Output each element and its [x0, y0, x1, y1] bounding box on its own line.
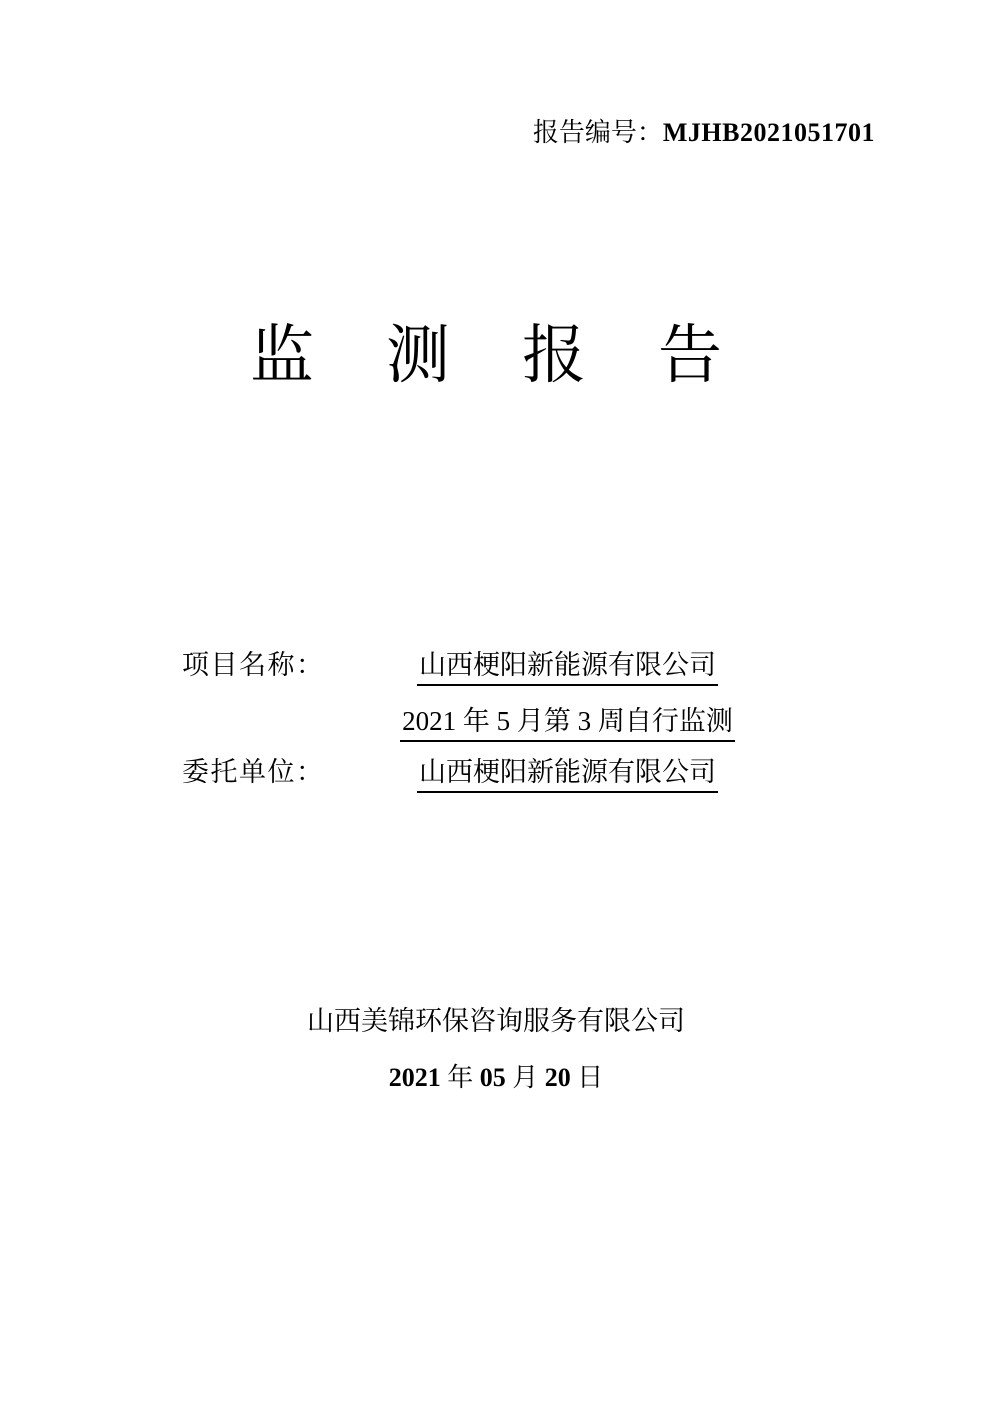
client-unit-value: 山西梗阳新能源有限公司 — [417, 756, 718, 793]
project-name-value-line2: 2021 年 5 月第 3 周自行监测 — [400, 705, 735, 742]
client-unit-label: 委托单位： — [182, 757, 325, 787]
report-date — [0, 1062, 992, 1093]
report-number-label: 报告编号： — [532, 118, 663, 147]
report-date-day-unit: 日 — [570, 1063, 604, 1092]
report-number-value: MJHB2021051701 — [662, 118, 875, 147]
issuing-company-name: 山西美锦环保咨询服务有限公司 — [307, 1006, 685, 1036]
report-number-line — [533, 117, 875, 148]
document-title: 监测报告 — [250, 320, 794, 391]
report-date-year: 2021 — [388, 1063, 441, 1092]
report-date-day: 20 — [544, 1063, 571, 1092]
report-date-month-unit: 月 — [505, 1063, 545, 1092]
project-name-value-line1: 山西梗阳新能源有限公司 — [417, 649, 718, 686]
client-unit-value-zone — [330, 756, 805, 793]
report-date-year-unit: 年 — [440, 1063, 480, 1092]
project-name-label: 项目名称： — [182, 650, 325, 680]
project-name-value-line2-zone — [330, 705, 805, 742]
project-name-value-line1-zone — [330, 649, 805, 686]
report-date-month: 05 — [479, 1063, 506, 1092]
